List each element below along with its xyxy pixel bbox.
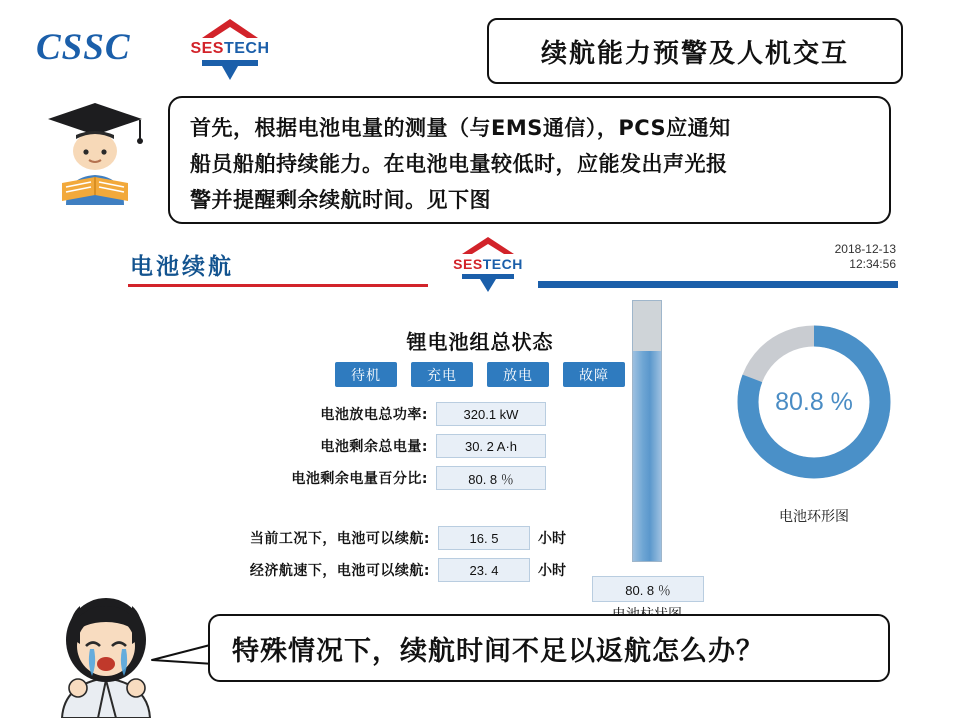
- status-chip-fault[interactable]: 故障: [563, 362, 625, 387]
- top-bubble-line-3: 警并提醒剩余续航时间。见下图: [190, 188, 491, 212]
- bar-gauge-value: 80. 8 ％: [592, 576, 704, 602]
- battery-donut-gauge: [730, 318, 920, 548]
- readout-remaining-capacity: [278, 434, 546, 458]
- battery-bar-gauge: [625, 300, 671, 598]
- sestech-roof-icon: [200, 18, 260, 40]
- readout-value: 30. 2 A·h: [436, 434, 546, 458]
- top-bubble-line-1: 首先，根据电池电量的测量（与EMS通信），PCS应通知: [190, 116, 731, 140]
- hmi-panel-title: 电池续航: [130, 254, 234, 280]
- readout-endurance-economic-speed: [232, 558, 566, 582]
- readout-value: 320.1 kW: [436, 402, 546, 426]
- battery-section-title: 锂电池组总状态: [406, 330, 554, 354]
- status-chip-charging[interactable]: 充电: [411, 362, 473, 387]
- readout-label: 电池剩余总电量:: [320, 439, 428, 455]
- hmi-sestech-wordmark: [440, 256, 536, 272]
- readout-value: 23. 4: [438, 558, 530, 582]
- readout-unit: 小时: [538, 531, 566, 547]
- top-bubble-line-2: 船员船舶持续能力。在电池电量较低时，应能发出声光报: [190, 152, 728, 176]
- bar-gauge-fill: [633, 351, 661, 561]
- readout-label: 经济航速下，电池可以续航:: [249, 563, 430, 579]
- sestech-tech-text: TECH: [223, 40, 270, 57]
- donut-gauge-caption: 电池环形图: [779, 509, 849, 525]
- hmi-blue-divider: [538, 281, 898, 288]
- slide-title-box: [487, 18, 903, 84]
- donut-gauge-value: 80.8 %: [775, 388, 853, 416]
- top-speech-bubble: [168, 96, 891, 224]
- status-chip-standby[interactable]: 待机: [335, 362, 397, 387]
- sestech-logo: [178, 18, 282, 82]
- hmi-datetime: [835, 242, 896, 272]
- readout-label: 电池放电总功率:: [320, 407, 428, 423]
- page-title: 续航能力预警及人机交互: [540, 38, 849, 69]
- hmi-date: 2018-12-13: [834, 242, 896, 256]
- sestech-wordmark: [178, 40, 282, 58]
- hmi-sestech-ses-text: SES: [453, 256, 483, 272]
- hmi-sestech-tech-text: TECH: [482, 256, 523, 272]
- status-chip-discharging[interactable]: 放电: [487, 362, 549, 387]
- readout-endurance-current-condition: [232, 526, 566, 550]
- readout-remaining-percent: [258, 466, 546, 490]
- student-avatar: [36, 95, 154, 205]
- hmi-sestech-roof-icon: [460, 236, 516, 256]
- hmi-red-divider: [128, 284, 428, 287]
- bottom-speech-bubble: [208, 614, 890, 682]
- hmi-panel: [110, 236, 900, 596]
- readout-total-discharge-power: [278, 402, 546, 426]
- readout-label: 当前工况下，电池可以续航:: [249, 531, 430, 547]
- status-chip-group: [280, 362, 680, 387]
- sestech-ses-text: SES: [190, 40, 224, 57]
- cssc-logo: CSSC: [36, 27, 131, 68]
- readout-label: 电池剩余电量百分比:: [291, 471, 428, 487]
- sestech-base-icon: [200, 58, 260, 82]
- readout-unit: 小时: [538, 563, 566, 579]
- hmi-sestech-logo: [440, 236, 536, 294]
- hmi-sestech-base-icon: [460, 272, 516, 294]
- hmi-time: 12:34:56: [849, 257, 896, 271]
- bar-gauge-track: [632, 300, 662, 562]
- bottom-bubble-text: 特殊情况下，续航时间不足以返航怎么办？: [232, 635, 764, 667]
- readout-value: 16. 5: [438, 526, 530, 550]
- readout-value: 80. 8 ％: [436, 466, 546, 490]
- bottom-bubble-tail: [150, 640, 216, 668]
